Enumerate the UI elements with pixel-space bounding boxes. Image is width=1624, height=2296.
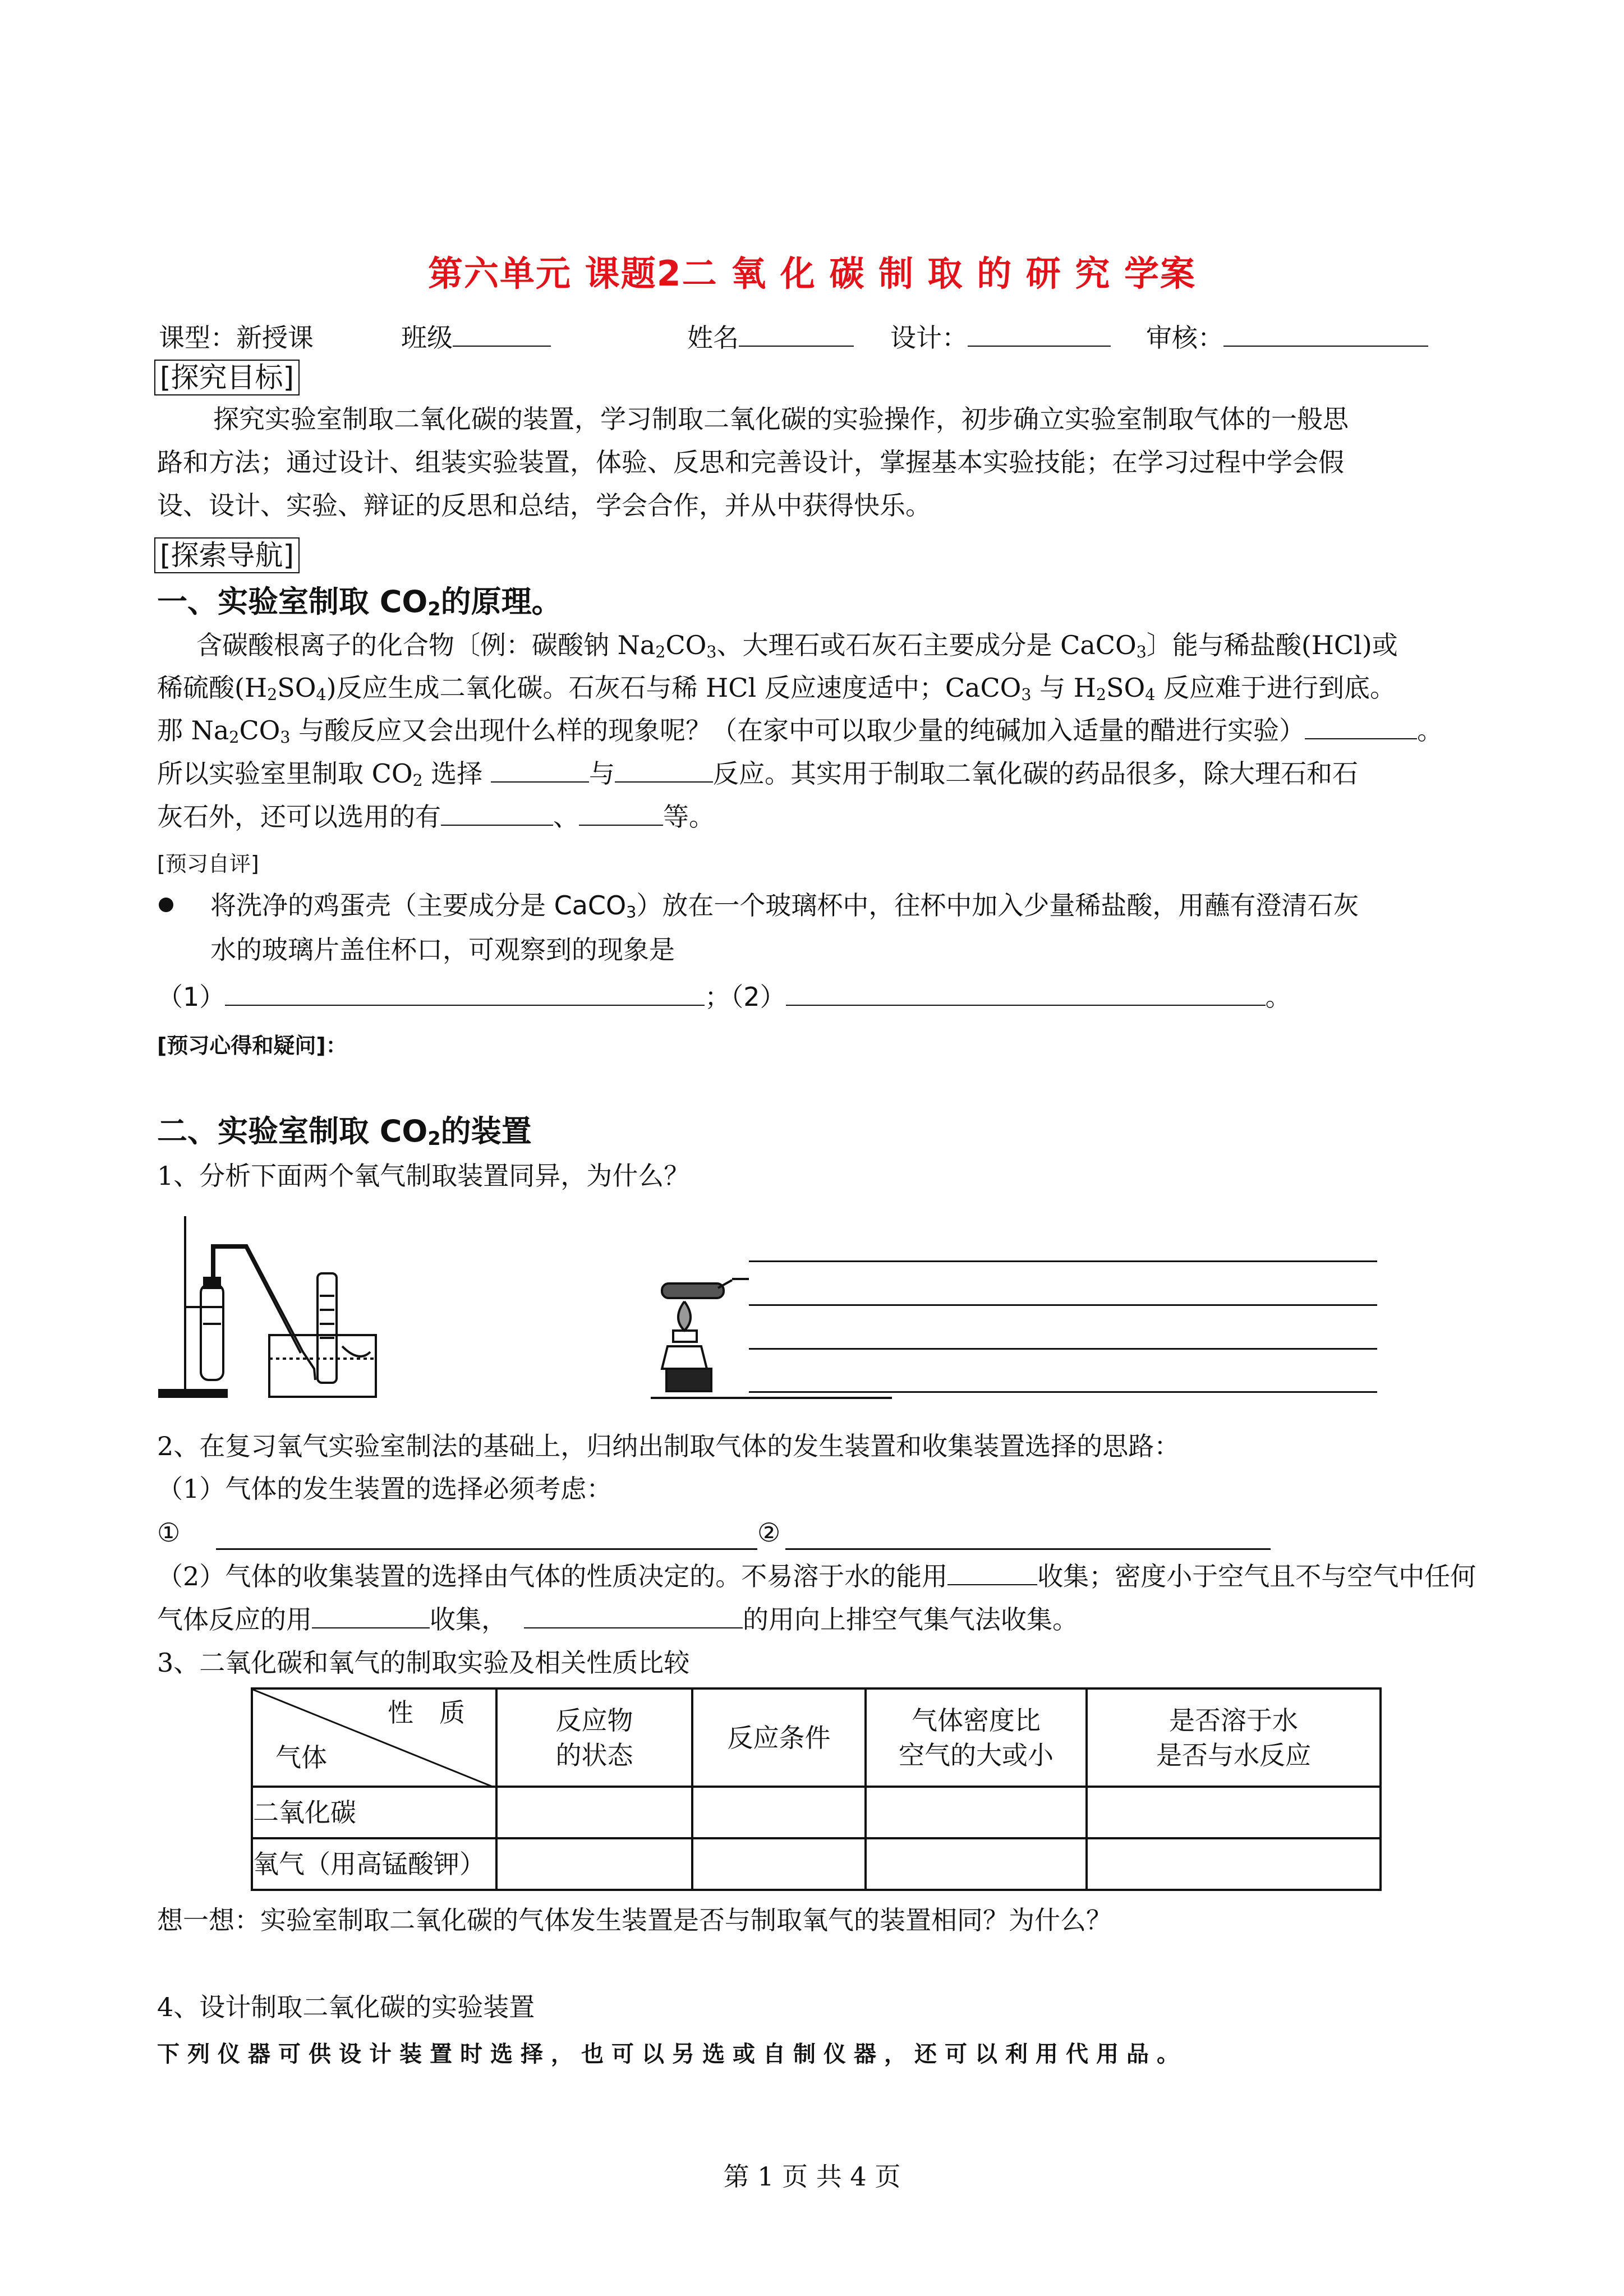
section1-heading: 一、实验室制取 $CO_2$的原理。 xyxy=(157,584,562,620)
nav-label: [探索导航] xyxy=(154,537,300,573)
table-row xyxy=(252,1838,1381,1890)
question-2-2: （2）气体的收集装置的选择由气体的性质决定的。不易溶于水的能用 收集；密度小于空气且不与空气中任何 xyxy=(157,1559,1476,1593)
table-header: 反应物 的状态 xyxy=(496,1688,692,1787)
circle-2: ② xyxy=(757,1517,781,1548)
page-title: 第六单元 课题2二 氧 化 碳 制 取 的 研 究 学案 xyxy=(428,253,1196,294)
answer-blank[interactable] xyxy=(579,800,663,826)
question-2-3: 气体反应的用 收集， 的用向上排空气集气法收集。 xyxy=(157,1603,1078,1636)
bullet-icon xyxy=(159,898,173,912)
answer-blank[interactable] xyxy=(524,1603,743,1628)
answer-blank[interactable] xyxy=(615,757,713,783)
goals-line-3: 设、设计、实验、辩证的反思和总结，学会合作，并从中获得快乐。 xyxy=(157,490,931,521)
table-cell[interactable] xyxy=(496,1838,692,1890)
review-label: 审核： xyxy=(1146,323,1223,353)
table-cell[interactable] xyxy=(866,1787,1087,1838)
section1-para-line2: 稀硫酸$(H_2SO_4)$反应生成二氧化碳。石灰石与稀 HCl 反应速度适中；CaCO$_3$ 与 $H_2SO_4$ 反应难于进行到底。 xyxy=(157,673,1396,704)
table-cell[interactable] xyxy=(866,1838,1087,1890)
table-header: 气体密度比 空气的大或小 xyxy=(866,1688,1087,1787)
goals-line-2: 路和方法；通过设计、组装实验装置，体验、反思和完善设计，掌握基本实验技能；在学习过程中学会假 xyxy=(157,447,1344,477)
answer-blank[interactable] xyxy=(441,800,553,826)
table-cell[interactable] xyxy=(1087,1787,1381,1838)
question-2-1: （1）气体的发生装置的选择必须考虑： xyxy=(157,1474,613,1504)
goals-line-1: 探究实验室制取二氧化碳的装置，学习制取二氧化碳的实验操作，初步确立实验室制取气体的一般思 xyxy=(213,404,1349,434)
answer-line[interactable] xyxy=(749,1304,1377,1306)
preview-label: [预习自评] xyxy=(157,852,259,876)
notes-label: [预习心得和疑问]： xyxy=(157,1033,347,1058)
name-label: 姓名 xyxy=(687,323,739,353)
corner-top-label: 性 质 xyxy=(388,1697,465,1728)
comparison-table xyxy=(251,1687,1382,1891)
review-field[interactable] xyxy=(1146,321,1428,355)
question-3: 3、二氧化碳和氧气的制取实验及相关性质比较 xyxy=(157,1648,690,1678)
table-cell[interactable] xyxy=(496,1787,692,1838)
preview-question-line2: 水的玻璃片盖住杯口，可观察到的现象是 xyxy=(210,935,675,965)
section1-para-line1: 含碳酸根离子的化合物〔例：碳酸钠 $Na_2CO_3$、大理石或石灰石主要成分是 CaCO$_3$〕能与稀盐酸(HCl)或 xyxy=(196,630,1398,661)
answer-line[interactable] xyxy=(749,1260,1377,1262)
table-cell[interactable] xyxy=(692,1787,866,1838)
answer-line[interactable] xyxy=(216,1548,757,1550)
section1-para-line4: 所以实验室里制取 $CO_2$ 选择 与 反应。其实用于制取二氧化碳的药品很多，除大理石和石 xyxy=(157,757,1358,798)
name-field[interactable] xyxy=(687,321,854,355)
design-label: 设计： xyxy=(890,323,968,353)
table-header: 反应条件 xyxy=(692,1688,866,1787)
table-row-label: 氧气（用高锰酸钾） xyxy=(252,1838,496,1890)
oxygen-apparatus-diagram-2 xyxy=(651,1268,903,1408)
answer-line[interactable] xyxy=(749,1348,1377,1350)
question-1: 1、分析下面两个氧气制取装置同异，为什么？ xyxy=(157,1161,690,1191)
lesson-type: 课型：新授课 xyxy=(159,323,314,353)
class-label: 班级 xyxy=(401,323,453,353)
question-2: 2、在复习氧气实验室制法的基础上，归纳出制取气体的发生装置和收集装置选择的思路： xyxy=(157,1431,1180,1461)
class-field[interactable] xyxy=(401,321,551,355)
instrument-note: 下列仪器可供设计装置时选择，也可以另选或自制仪器，还可以利用代用品。 xyxy=(157,2041,1187,2067)
table-cell[interactable] xyxy=(1087,1838,1381,1890)
goals-label: [探究目标] xyxy=(154,360,300,395)
question-4: 4、设计制取二氧化碳的实验装置 xyxy=(157,1992,535,2022)
table-row-label: 二氧化碳 xyxy=(252,1787,496,1838)
observation-blank-2[interactable] xyxy=(786,980,1266,1006)
answer-line[interactable] xyxy=(749,1391,1377,1393)
page-footer: 第 1 页 共 4 页 xyxy=(723,2161,901,2192)
section2-heading: 二、实验室制取 $CO_2$的装置 xyxy=(157,1114,532,1149)
table-corner-cell xyxy=(252,1688,496,1787)
answer-blank[interactable] xyxy=(1305,714,1417,739)
design-field[interactable] xyxy=(890,321,1111,355)
answer-blank[interactable] xyxy=(312,1603,430,1628)
observation-row: （1） ；（2） 。 xyxy=(157,980,1291,1014)
corner-bottom-label: 气体 xyxy=(275,1742,327,1773)
answer-blank[interactable] xyxy=(491,757,589,783)
observation-blank-1[interactable] xyxy=(225,980,705,1006)
answer-blank[interactable] xyxy=(947,1559,1037,1585)
table-row xyxy=(252,1787,1381,1838)
table-cell[interactable] xyxy=(692,1838,866,1890)
section1-para-line5: 灰石外，还可以选用的有 、 等。 xyxy=(157,800,715,834)
section1-para-line3: 那 $Na_2CO_3$ 与酸反应又会出现什么样的现象呢？（在家中可以取少量的纯碱加入适量的醋进行实验） 。 xyxy=(157,714,1443,754)
circle-1: ① xyxy=(157,1517,181,1548)
answer-line[interactable] xyxy=(785,1548,1271,1550)
think-question: 想一想：实验室制取二氧化碳的气体发生装置是否与制取氧气的装置相同？为什么？ xyxy=(157,1905,1112,1935)
preview-question-line1: 将洗净的鸡蛋壳（主要成分是 CaCO$_3$）放在一个玻璃杯中，往杯中加入少量稀盐酸，用蘸有澄清石灰 xyxy=(210,890,1359,922)
table-header: 是否溶于水 是否与水反应 xyxy=(1087,1688,1381,1787)
oxygen-apparatus-diagram-1 xyxy=(157,1212,387,1402)
